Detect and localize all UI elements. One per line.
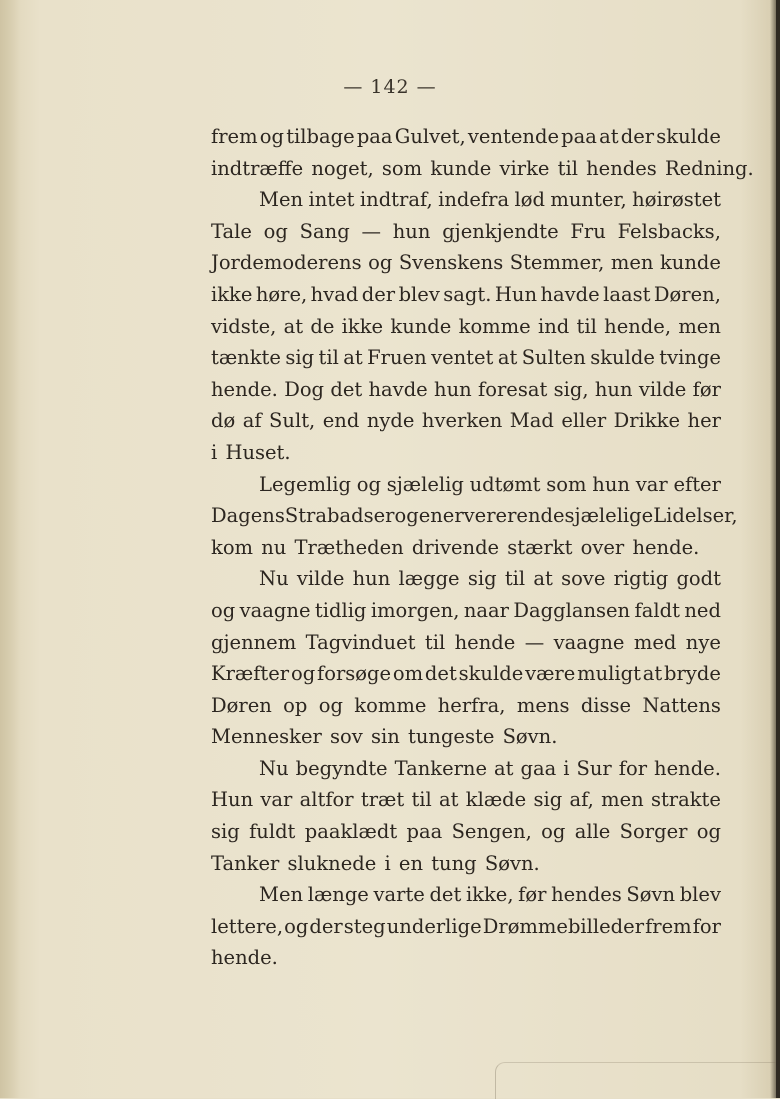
text-line: Legemlig og sjælelig udtømt som hun var efter — [259, 472, 721, 496]
page-corner-crease — [495, 1062, 780, 1099]
text-line: Jordemoderens og Svenskens Stemmer, men kunde — [211, 251, 721, 275]
text-line: sig fuldt paaklædt paa Sengen, og alle Sorger og — [211, 820, 721, 844]
text-line: Dagens Strabadser og enervererende sjælelige Lidelser, — [211, 504, 738, 528]
text-line: ikke høre, hvad der blev sagt. Hun havde laast Døren, — [211, 282, 721, 306]
text-line: Mennesker sov sin tungeste Søvn. — [211, 725, 558, 749]
page-number: — 142 — — [343, 76, 437, 98]
text-line: Tanker sluknede i en tung Søvn. — [211, 851, 540, 875]
text-line: Døren op og komme herfra, mens disse Nattens — [211, 693, 721, 717]
text-line: Nu vilde hun lægge sig til at sove rigtig godt — [259, 567, 721, 591]
text-line: Men intet indtraf, indefra lød munter, høirøstet — [259, 188, 721, 212]
text-line: i Huset. — [211, 440, 291, 464]
page-gutter-shading — [0, 0, 20, 1098]
text-line: lettere, og der steg underlige Drømmebilleder frem for — [211, 914, 721, 938]
text-line: hende. Dog det havde hun foresat sig, hun vilde før — [211, 377, 721, 401]
text-line: dø af Sult, end nyde hverken Mad eller Drikke her — [211, 409, 721, 433]
text-line: frem og tilbage paa Gulvet, ventende paa at der skulde — [211, 125, 721, 148]
text-line: Nu begyndte Tankerne at gaa i Sur for hende. — [259, 756, 721, 780]
text-line: Tale og Sang — hun gjenkjendte Fru Felsbacks, — [211, 219, 721, 243]
body-text — [211, 121, 754, 974]
text-line: vidste, at de ikke kunde komme ind til hende, men — [211, 314, 721, 338]
text-line: Men længe varte det ikke, før hendes Søvn blev — [259, 883, 721, 907]
text-line: Hun var altfor træt til at klæde sig af, men strakte — [211, 788, 721, 812]
text-line: og vaagne tidlig imorgen, naar Dagglansen faldt ned — [211, 598, 721, 622]
text-line: tænkte sig til at Fruen ventet at Sulten skulde tvinge — [211, 346, 721, 370]
text-line: Kræfter og forsøge om det skulde være muligt at bryde — [211, 662, 721, 686]
page-edge-shadow — [776, 0, 780, 1098]
text-line: kom nu Trætheden drivende stærkt over hende. — [211, 535, 700, 559]
text-line: hende. — [211, 946, 278, 970]
text-line: indtræffe noget, som kunde virke til hendes Redning. — [211, 156, 754, 180]
text-line: gjennem Tagvinduet til hende — vaagne med nye — [211, 630, 721, 654]
